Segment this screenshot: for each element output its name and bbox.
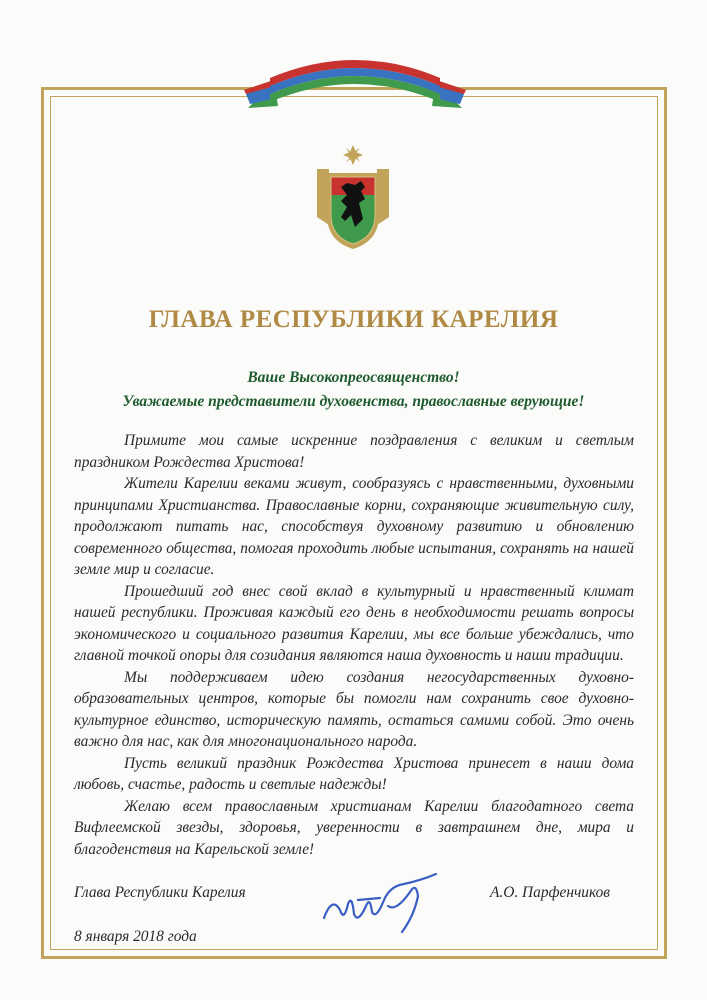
salutation-line: Ваше Высокопреосвященство! — [247, 369, 460, 386]
letter-body — [74, 430, 634, 860]
signatory-title: Глава Республики Карелия — [74, 884, 246, 901]
flag-ribbon-icon — [244, 56, 466, 108]
signatory-name: А.О. Парфенчиков — [490, 884, 610, 901]
letter-date: 8 января 2018 года — [74, 928, 197, 945]
paragraph: Примите мои самые искренние поздравления с великим и светлым праздником Рождества Христова! — [74, 432, 634, 471]
paragraph: Мы поддерживаем идею создания негосударственных духовно-образовательных центров, которые бы помогли нам сохранить свое духовно-культурное единство, историческую память, остаться самими собой. Это очень важно для нас, как для многонационального народа. — [74, 668, 634, 750]
page-title: ГЛАВА РЕСПУБЛИКИ КАРЕЛИЯ — [148, 306, 559, 333]
paragraph: Пусть великий праздник Рождества Христова принесет в наши дома любовь, счастье, радость и светлые надежды! — [74, 754, 634, 793]
salutation-line: Уважаемые представители духовенства, православные верующие! — [122, 393, 585, 410]
paragraph: Жители Карелии веками живут, сообразуясь с нравственными, духовными принципами Христианства. Православные корни, сохраняющие живительную силу, продолжают питать нас, способствуя духовному развитию и обновлению современного общества, помогая проходить любые испытания, сохранять на нашей земле мир и согласие. — [74, 475, 634, 578]
paragraph: Прошедший год внес свой вклад в культурный и нравственный климат нашей республики. Проживая каждый его день в необходимости решать вопросы экономического и социального развития Карелии, мы все больше убеждались, что главной точкой опоры для созидания являются наша духовность и наши традиции. — [74, 582, 634, 664]
coat-of-arms-icon — [311, 145, 395, 255]
signature-icon — [318, 866, 448, 936]
paragraph: Желаю всем православным христианам Карелии благодатного света Вифлеемской звезды, здоровья, уверенности в завтрашнем дне, мира и благоденствия на Карельской земле! — [74, 797, 634, 858]
